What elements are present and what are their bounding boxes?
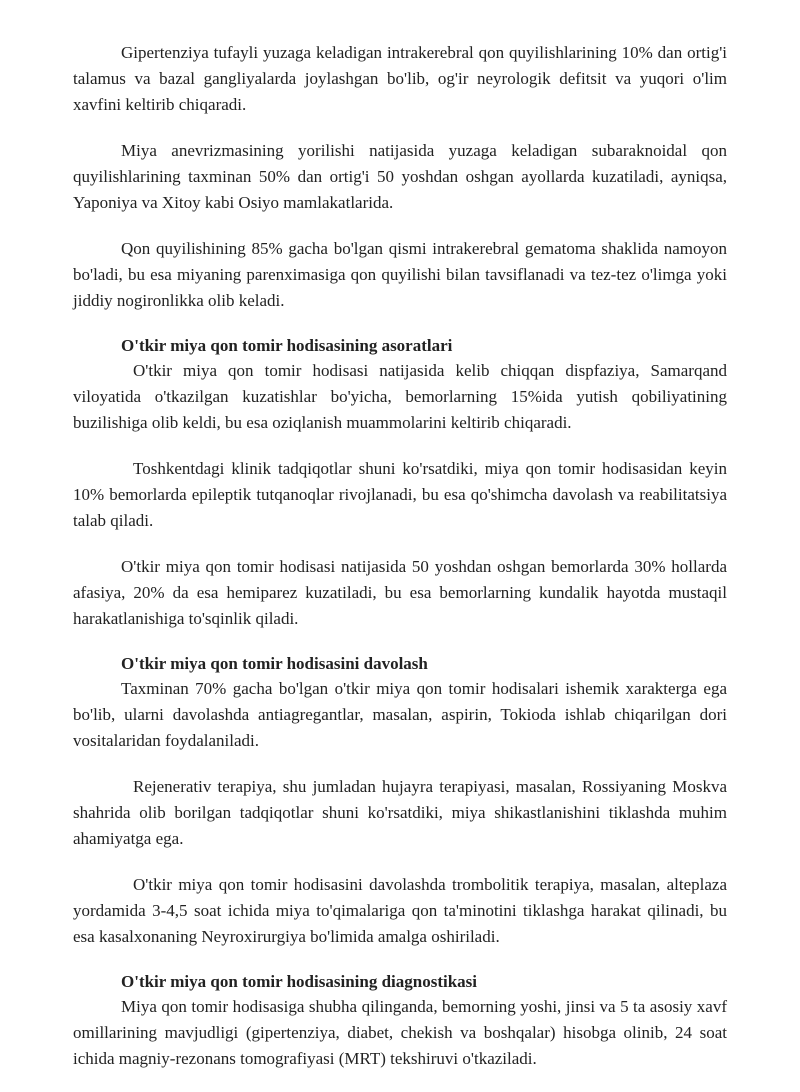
paragraph-aneurysm-rupture: Miya anevrizmasining yorilishi natijasida yuzaga keladigan subaraknoidal qon quyilishlarining taxminan 50% dan ortig'i 50 yoshdan oshgan ayollarda kuzatiladi, ayniqsa, Yaponiya va Xitoy kabi Osiyo mamlakatlarida. bbox=[73, 141, 727, 212]
section-heading-diagnostics: O'tkir miya qon tomir hodisasining diagnostikasi bbox=[121, 972, 477, 991]
section-heading-treatment: O'tkir miya qon tomir hodisasini davolash bbox=[121, 654, 428, 673]
paragraph-dysphagia: O'tkir miya qon tomir hodisasi natijasida kelib chiqqan dispfaziya, Samarqand viloyatida o'tkazilgan kuzatishlar bo'yicha, bemorlarning 15%ida yutish qobiliyatining buzilishiga olib keldi, bu esa oziqlanish muammolarini keltirib chiqaradi. bbox=[73, 361, 727, 432]
paragraph-epileptic-seizures: Toshkentdagi klinik tadqiqotlar shuni ko'rsatdiki, miya qon tomir hodisasidan keyin 10% bemorlarda epileptik tutqanoqlar rivojlanadi, bu esa qo'shimcha davolash va reabilitatsiya talab qiladi. bbox=[73, 459, 727, 530]
paragraph-ischemic-treatment: Taxminan 70% gacha bo'lgan o'tkir miya qon tomir hodisalari ishemik xarakterga ega bo'lib, ularni davolashda antiagregantlar, masalan, aspirin, Tokioda ishlab chiqarilgan dori vositalaridan foydalaniladi. bbox=[73, 679, 727, 750]
document-page bbox=[73, 40, 727, 1092]
section-heading-complications: O'tkir miya qon tomir hodisasining asoratlari bbox=[121, 336, 453, 355]
paragraph-thrombolytic-therapy: O'tkir miya qon tomir hodisasini davolashda trombolitik terapiya, masalan, alteplaza yordamida 3-4,5 soat ichida miya to'qimalariga qon ta'minotini tiklashga harakat qilinadi, bu esa kasalxonaning Neyroxirurgiya bo'limida amalga oshiriladi. bbox=[73, 875, 727, 946]
paragraph-intracerebral-hematoma: Qon quyilishining 85% gacha bo'lgan qismi intrakerebral gematoma shaklida namoyon bo'ladi, bu esa miyaning parenximasiga qon quyilishi bilan tavsiflanadi va tez-tez o'limga yoki jiddiy nogironlikka olib keladi. bbox=[73, 239, 727, 310]
paragraph-aphasia-hemiparesis: O'tkir miya qon tomir hodisasi natijasida 50 yoshdan oshgan bemorlarda 30% hollarda afasiya, 20% da esa hemiparez kuzatiladi, bu esa bemorlarning kundalik hayotda mustaqil harakatlanishiga to'sqinlik qiladi. bbox=[73, 557, 727, 628]
paragraph-hypertension-hemorrhage: Gipertenziya tufayli yuzaga keladigan intrakerebral qon quyilishlarining 10% dan ortig'i talamus va bazal gangliyalarda joylashgan bo'lib, og'ir neyrologik defitsit va yuqori o'lim xavfini keltirib chiqaradi. bbox=[73, 43, 727, 114]
paragraph-regenerative-therapy: Rejenerativ terapiya, shu jumladan hujayra terapiyasi, masalan, Rossiyaning Moskva shahrida olib borilgan tadqiqotlar shuni ko'rsatdiki, miya shikastlanishini tiklashda muhim ahamiyatga ega. bbox=[73, 777, 727, 848]
paragraph-mri-diagnostics: Miya qon tomir hodisasiga shubha qilinganda, bemorning yoshi, jinsi va 5 ta asosiy xavf omillarining mavjudligi (gipertenziya, diabet, chekish va boshqalar) hisobga olinib, 24 soat ichida magniy-rezonans tomografiyasi (MRT) tekshiruvi o'tkaziladi. bbox=[73, 997, 727, 1068]
